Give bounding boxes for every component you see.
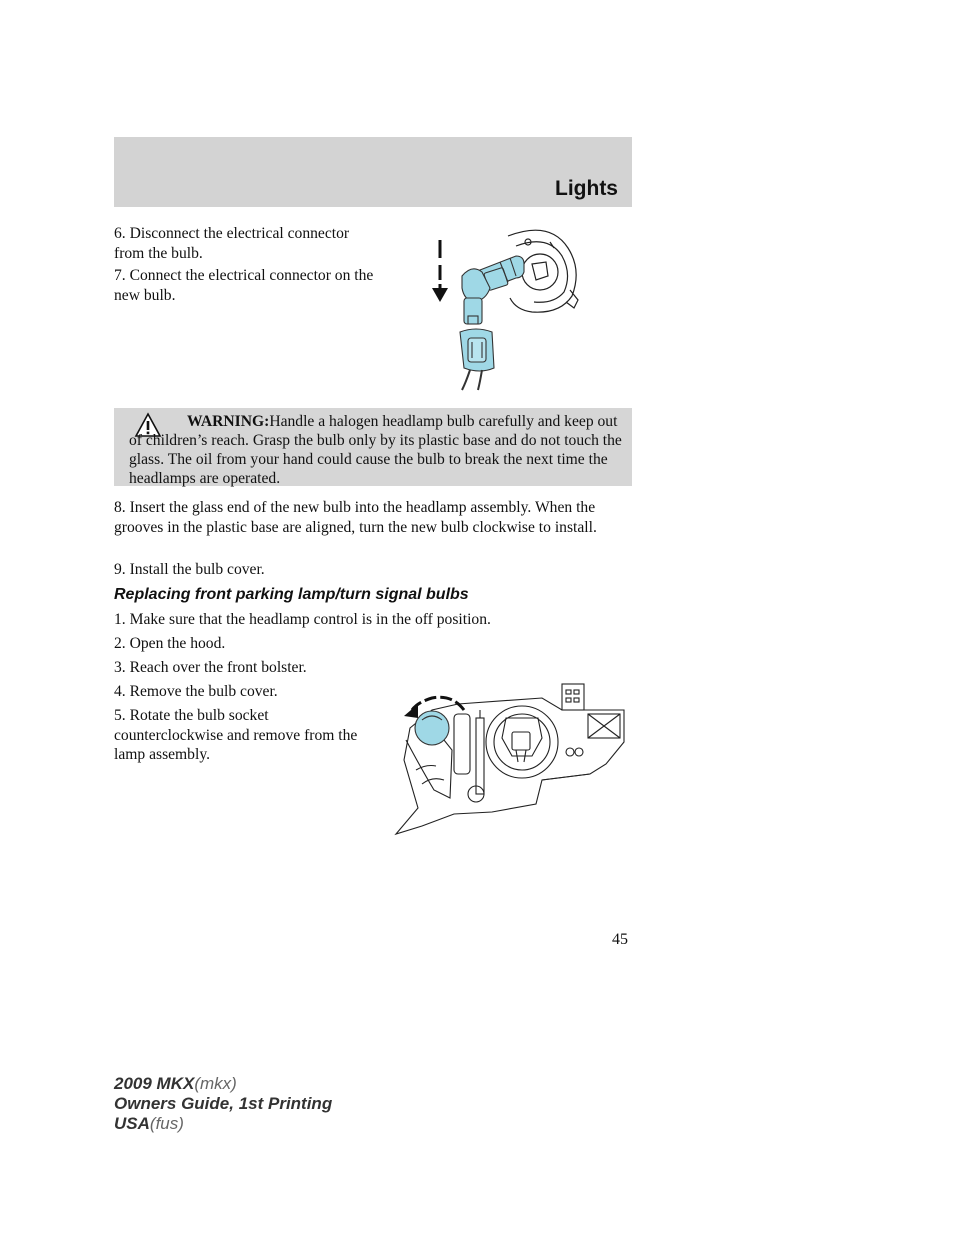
down-arrow-icon	[432, 240, 448, 302]
step-1: 1. Make sure that the headlamp control is in the off position.	[114, 611, 491, 628]
page-number: 45	[612, 931, 628, 948]
step-9: 9. Install the bulb cover.	[114, 561, 265, 578]
footer-model-code: (mkx)	[194, 1074, 237, 1093]
warning-text	[114, 412, 629, 488]
step-8: 8. Insert the glass end of the new bulb into the headlamp assembly. When the grooves in the plastic base are aligned, turn the new bulb clockwise to install.	[114, 499, 597, 536]
step-4: 4. Remove the bulb cover.	[114, 683, 278, 700]
footer-region: USA	[114, 1114, 150, 1133]
footer-region-code: (fus)	[149, 1114, 184, 1133]
section-heading: Replacing front parking lamp/turn signal bulbs	[114, 586, 469, 603]
section-header-band	[114, 137, 632, 207]
warning-body: Handle a halogen headlamp bulb carefully and keep out of children’s reach. Grasp the bulb only by its plastic base and do not touch the glass. The oil from your hand could cause the bulb to break the next time the headlamps are operated.	[129, 413, 622, 487]
step-7: 7. Connect the electrical connector on the new bulb.	[114, 267, 374, 304]
step-3: 3. Reach over the front bolster.	[114, 659, 307, 676]
footer-guide: Owners Guide, 1st Printing	[114, 1094, 333, 1113]
parking-lamp-illustration	[392, 680, 636, 838]
headlamp-connector-illustration	[420, 218, 590, 393]
warning-label: WARNING:	[187, 413, 270, 430]
step-5: 5. Rotate the bulb socket counterclockwise and remove from the lamp assembly.	[114, 707, 358, 763]
footer-model: 2009 MKX	[114, 1074, 195, 1093]
step-2: 2. Open the hood.	[114, 635, 226, 652]
step-6: 6. Disconnect the electrical connector from the bulb.	[114, 225, 350, 262]
warning-box	[114, 408, 632, 486]
section-title: Lights	[555, 177, 618, 200]
document-footer	[114, 1074, 332, 1134]
